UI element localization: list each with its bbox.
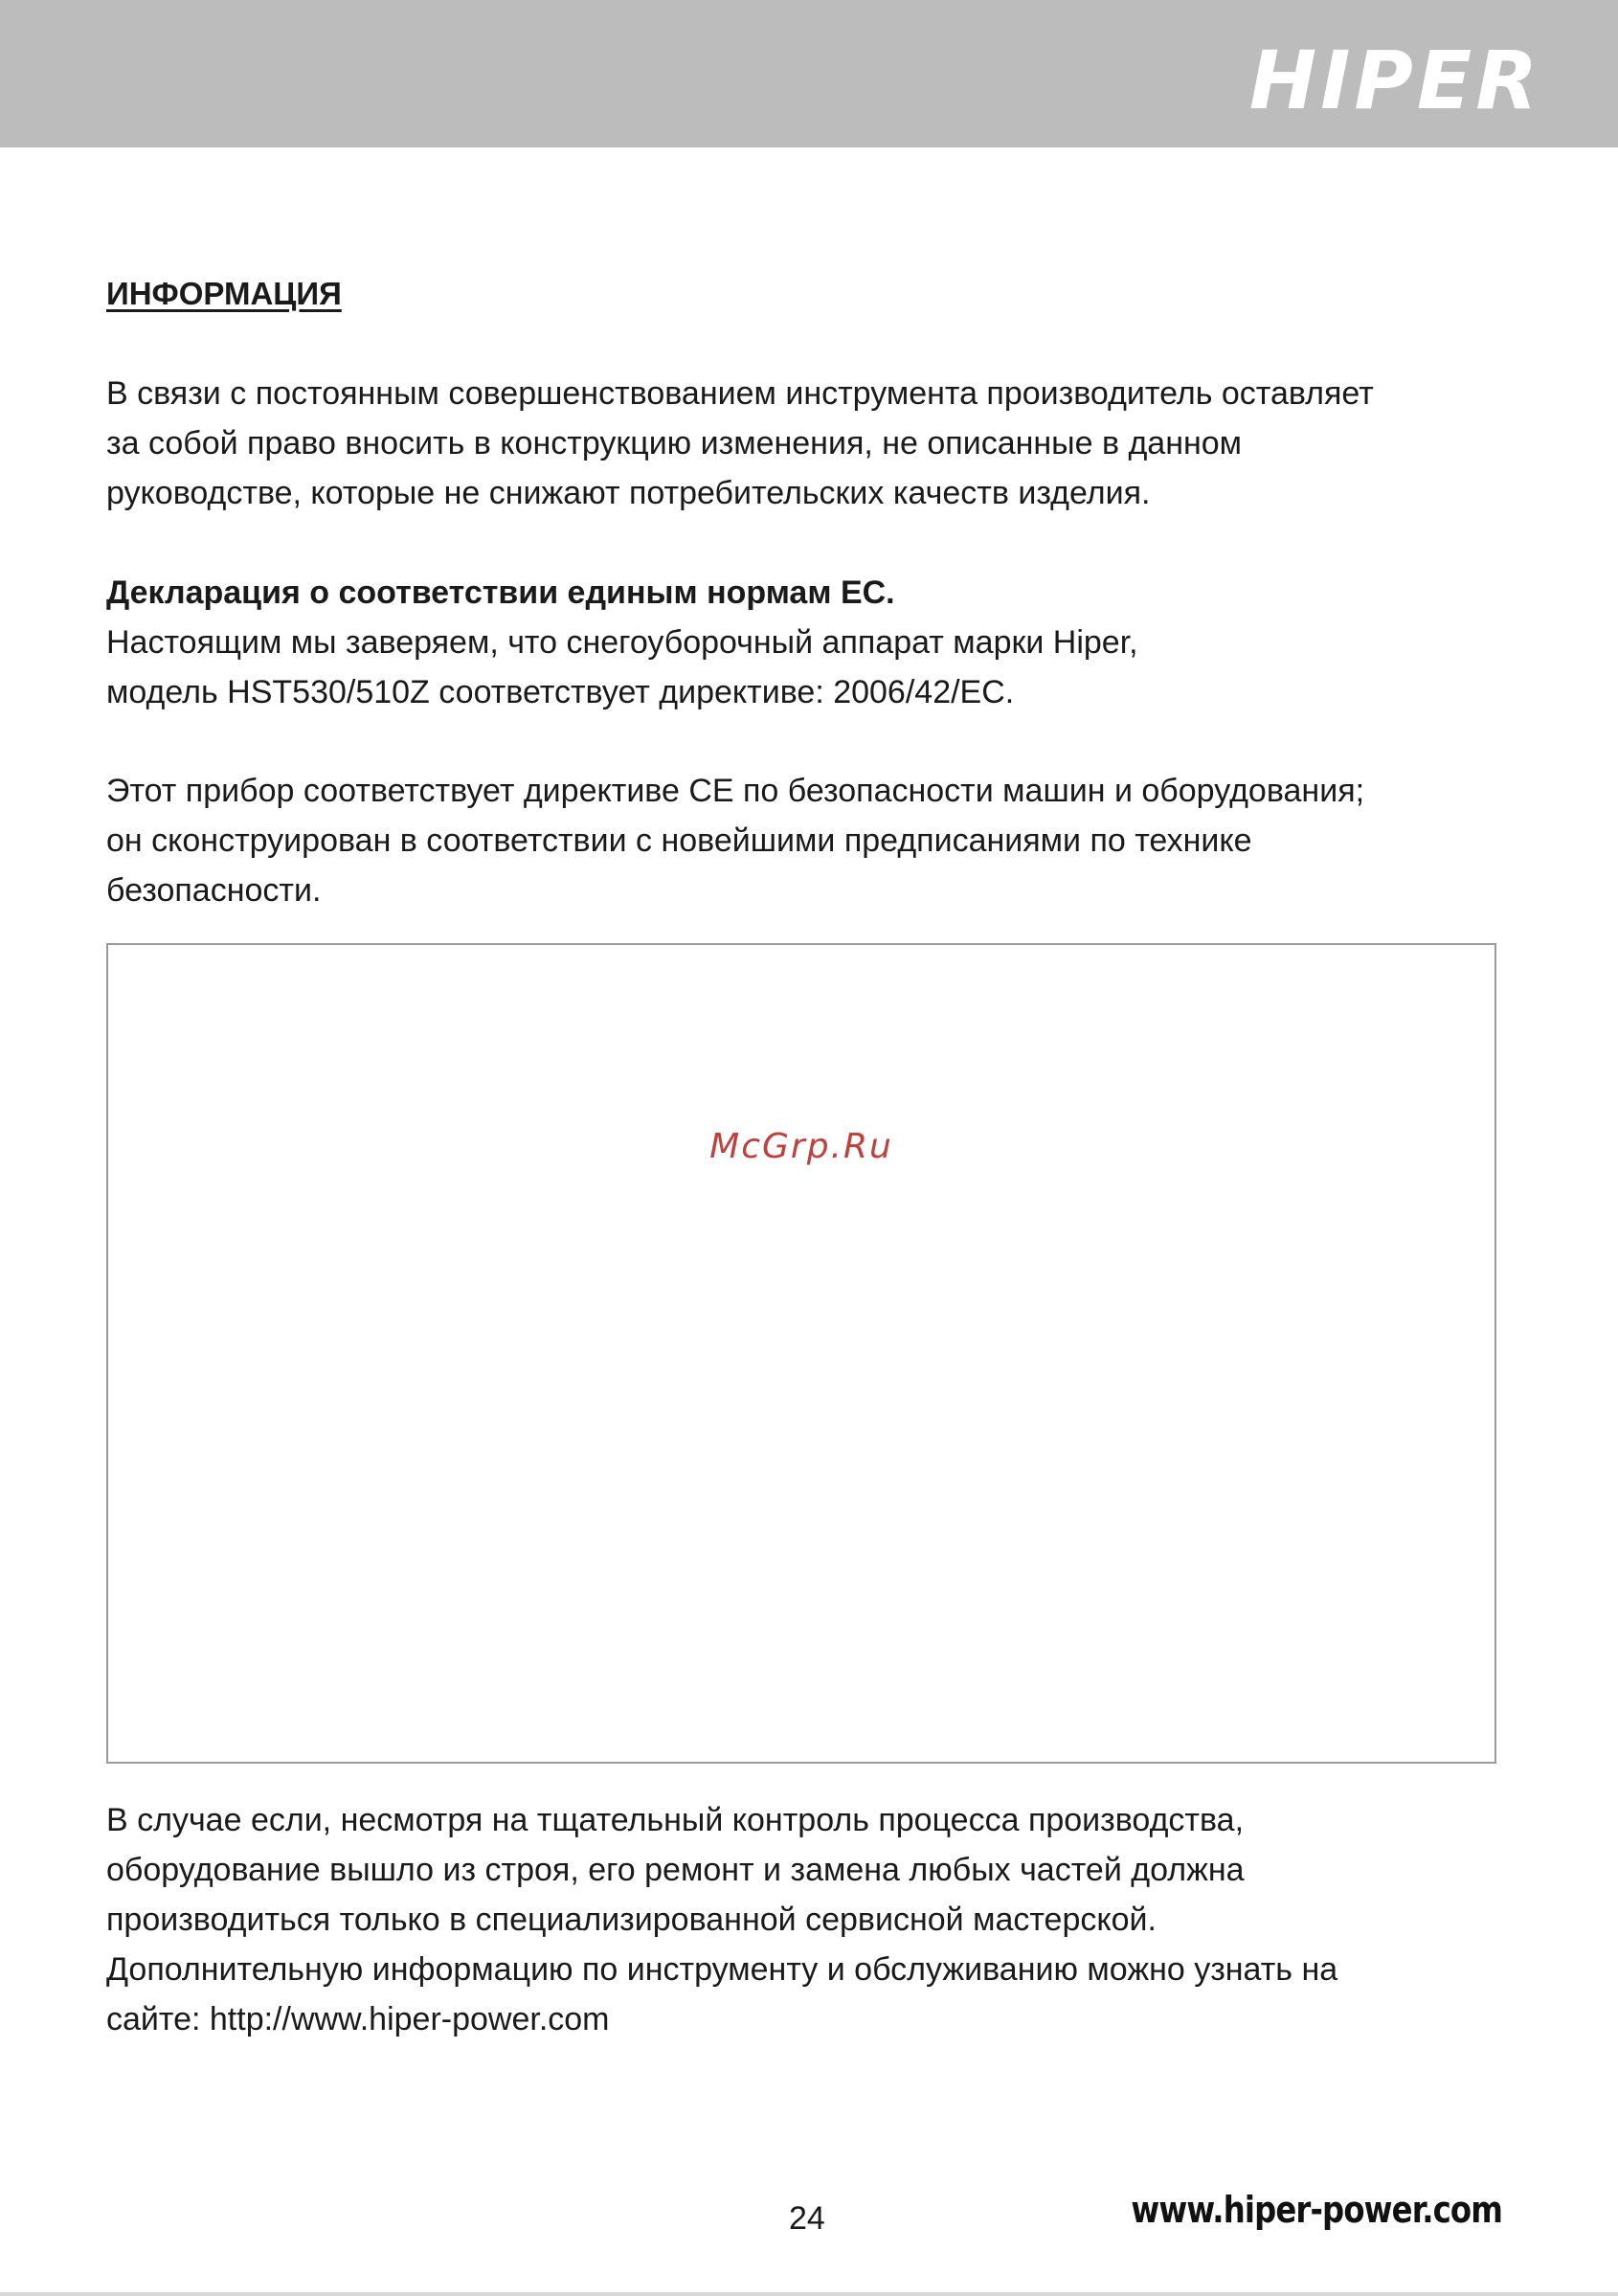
text-line: Настоящим мы заверяем, что снегоуборочный аппарат марки Hiper, xyxy=(106,624,1138,661)
text-line: Этот прибор соответствует директиве СЕ по безопасности машин и оборудования; xyxy=(106,773,1365,809)
hiper-logo: HIPER xyxy=(1248,34,1541,127)
paragraph-improvement-notice xyxy=(106,369,1523,518)
text-line: Дополнительную информацию по инструменту и обслуживанию можно узнать на xyxy=(106,1951,1338,1988)
paragraph-declaration xyxy=(106,618,1523,717)
text-line: производиться только в специализированной сервисной мастерской. xyxy=(106,1902,1157,1938)
text-line: модель HST530/510Z соответствует директиве: 2006/42/ЕС. xyxy=(106,674,1015,710)
text-line: В связи с постоянным совершенствованием инструмента производитель оставляет xyxy=(106,375,1374,412)
section-heading: ИНФОРМАЦИЯ xyxy=(106,276,342,311)
paragraph-service-info xyxy=(106,1795,1523,2044)
text-line: руководстве, которые не снижают потребительских качеств изделия. xyxy=(106,475,1151,511)
text-line: за собой право вносить в конструкцию изменения, не описанные в данном xyxy=(106,425,1243,461)
text-line: он сконструирован в соответствии с новейшими предписаниями по технике xyxy=(106,822,1252,859)
paragraph-ce-compliance xyxy=(106,766,1523,915)
empty-figure-frame xyxy=(106,943,1496,1764)
footer-website: www.hiper-power.com xyxy=(1131,2189,1502,2231)
text-line: сайте: http://www.hiper-power.com xyxy=(106,2001,610,2037)
page-number: 24 xyxy=(789,2200,825,2237)
text-line: оборудование вышло из строя, его ремонт и замена любых частей должна xyxy=(106,1852,1245,1888)
declaration-title: Декларация о соответствии единым нормам ЕС. xyxy=(106,574,895,611)
text-line: В случае если, несмотря на тщательный контроль процесса производства, xyxy=(106,1802,1245,1838)
bottom-divider xyxy=(0,2292,1618,2296)
header-bar xyxy=(0,0,1618,147)
watermark-text: McGrp.Ru xyxy=(709,1127,893,1166)
text-line: безопасности. xyxy=(106,872,322,909)
